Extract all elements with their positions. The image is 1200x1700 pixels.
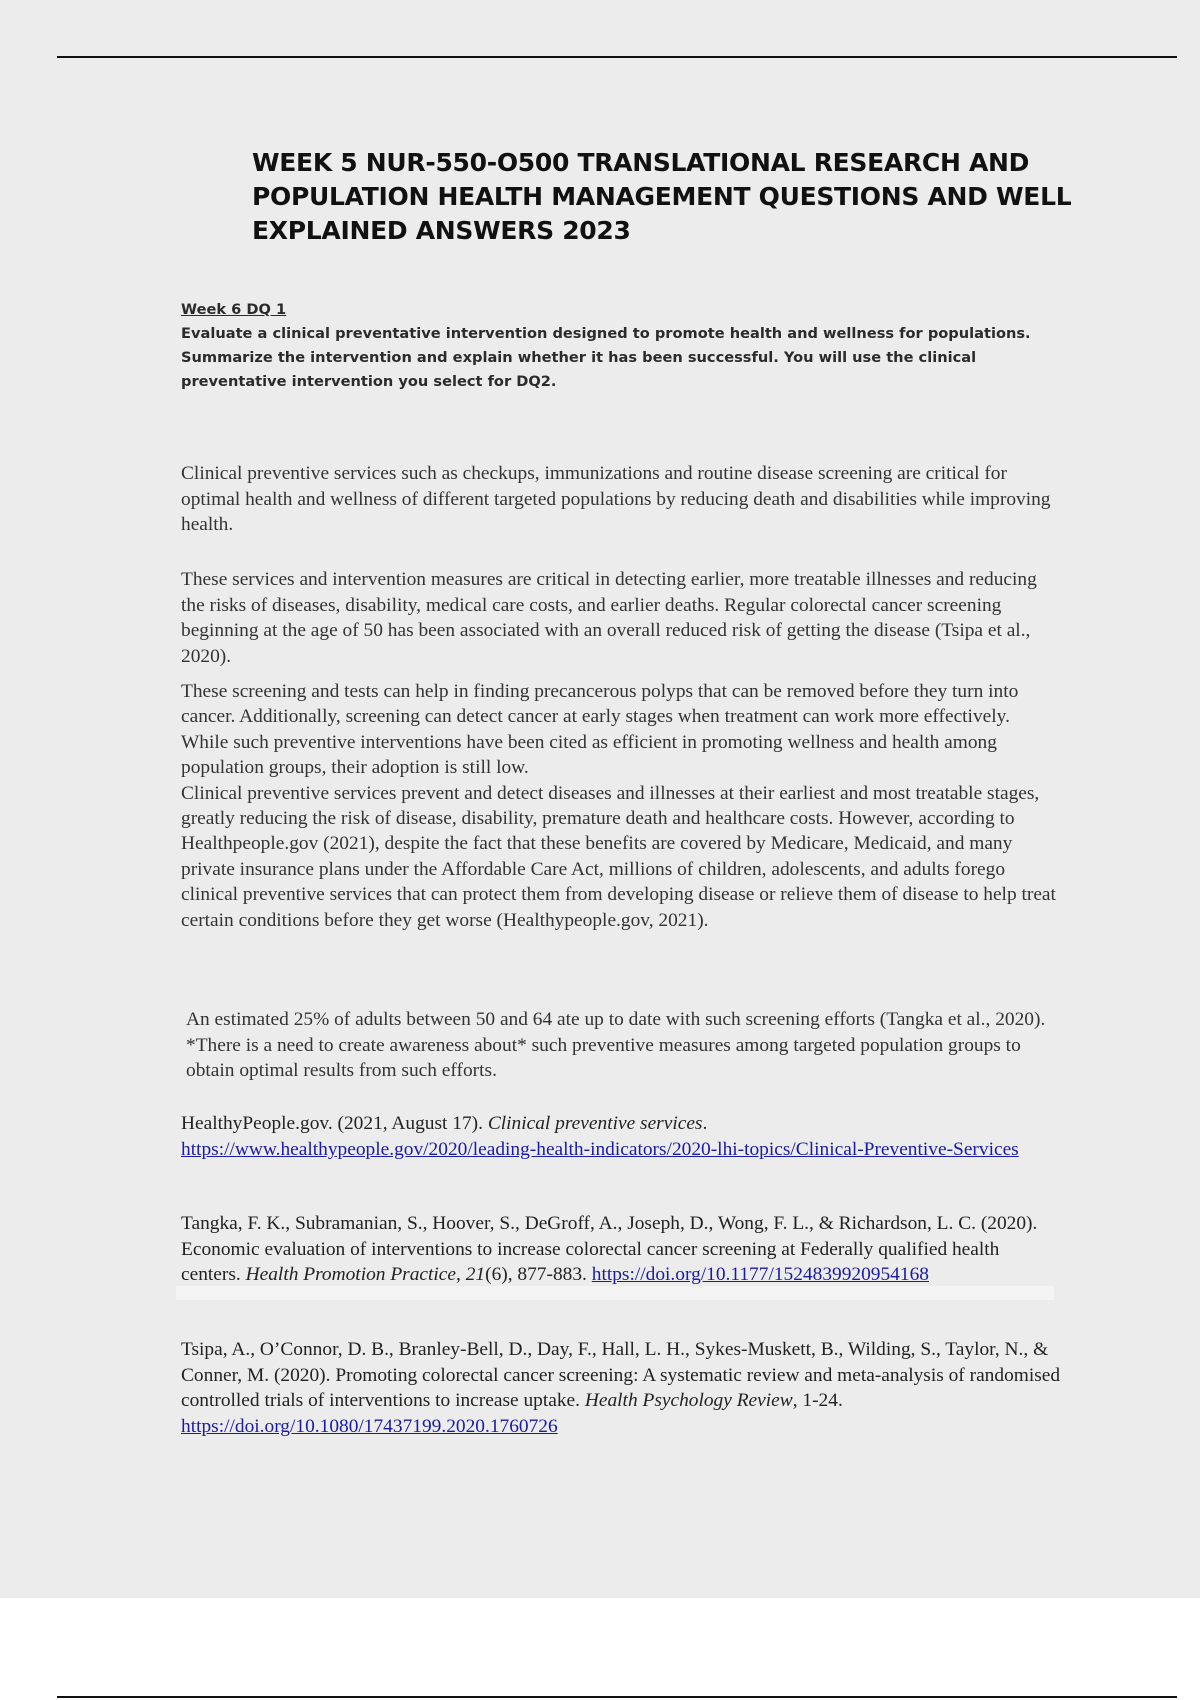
reference-1-link[interactable]: https://www.healthypeople.gov/2020/leading-health-indicators/2020-lhi-topics/Clinical-Preventive-Services bbox=[181, 1138, 1019, 1160]
paragraph-2: These services and intervention measures are critical in detecting earlier, more treatable illnesses and reducing the risks of diseases, disability, medical care costs, and earlier deaths. Regular colorectal cancer screening beginning at the age of 50 has been associated with an overall reduced risk of getting the disease (Tsipa et al., 2020). bbox=[181, 569, 1037, 667]
reference-3-authors: Tsipa, A., O’Connor, D. B., Branley-Bell, D., Day, F., Hall, L. H., Sykes-Muskett, B., Wilding, S., Taylor, N., & Conner, M. (2020). Promoting colorectal cancer screening: A systematic review and meta-analysis of randomised controlled trials of interventions to increase uptake. bbox=[181, 1339, 1061, 1412]
reference-2: Tangka, F. K., Subramanian, S., Hoover, S., DeGroff, A., Joseph, D., Wong, F. L., & Richardson, L. C. (2020). Economic evaluation of interventions to increase colorectal cancer screening at Federally qualified health centers. Health Promotion Practice, 21(6), 877-883. https://doi.org/10.1177/1524839920954168 bbox=[181, 1213, 1038, 1286]
question-prompt: Evaluate a clinical preventative intervention designed to promote health and wellness for populations. Summarize the intervention and explain whether it has been successful. You will use the clinical preventative intervention you select for DQ2. bbox=[181, 325, 1031, 390]
reference-2-journal: Health Promotion Practice bbox=[245, 1264, 457, 1286]
reference-2-link[interactable]: https://doi.org/10.1177/1524839920954168 bbox=[591, 1264, 929, 1286]
reference-1-period: . bbox=[702, 1113, 708, 1135]
top-rule bbox=[57, 56, 1177, 58]
paragraph-3a: These screening and tests can help in finding precancerous polyps that can be removed before they turn into cancer. Additionally, screening can detect cancer at early stages when treatment can work more effectively. While such preventive interventions have been cited as efficient in promoting wellness and health among population groups, their adoption is still low. bbox=[181, 681, 1019, 779]
paragraph-1: Clinical preventive services such as checkups, immunizations and routine disease screening are critical for optimal health and wellness of different targeted populations by reducing death and disabilities while improving health. bbox=[181, 463, 1051, 536]
paragraph-4: An estimated 25% of adults between 50 and 64 ate up to date with such screening efforts (Tangka et al., 2020). *There is a need to create awareness about* such preventive measures among targeted population groups to obtain optimal results from such efforts. bbox=[186, 1009, 1046, 1082]
paragraph-3b: Clinical preventive services prevent and detect diseases and illnesses at their earliest and most treatable stages, greatly reducing the risk of disease, disability, premature death and healthcare costs. However, according to Healthpeople.gov (2021), despite the fact that these benefits are covered by Medicare, Medicaid, and many private insurance plans under the Affordable Care Act, millions of children, adolescents, and adults forego clinical preventive services that can protect them from developing disease or relieve them of disease to help treat certain conditions before they get worse (Healthypeople.gov, 2021). bbox=[181, 782, 1056, 931]
document-title: WEEK 5 NUR-550-O500 TRANSLATIONAL RESEARCH AND POPULATION HEALTH MANAGEMENT QUESTIONS AND WELL EXPLAINED ANSWERS 2023 bbox=[252, 148, 1072, 245]
paragraph-3 bbox=[181, 679, 1061, 933]
question-block bbox=[181, 298, 1061, 394]
reference-1 bbox=[181, 1111, 1061, 1162]
question-label: Week 6 DQ 1 bbox=[181, 301, 287, 318]
reference-2-volume: 21 bbox=[465, 1264, 486, 1286]
reference-3-pages: , 1-24. bbox=[792, 1390, 843, 1412]
reference-3-link[interactable]: https://doi.org/10.1080/17437199.2020.1760726 bbox=[181, 1415, 558, 1437]
reference-3 bbox=[181, 1337, 1061, 1439]
reference-2-authors: Tangka, F. K., Subramanian, S., Hoover, S., DeGroff, A., Joseph, D., Wong, F. L., & Richardson, L. C. (2020). Economic evaluation of interventions to increase colorectal cancer screening at Federally qualified health centers. bbox=[181, 1213, 1038, 1286]
reference-2-issue-pages: (6), 877-883. bbox=[485, 1264, 587, 1286]
reference-1-authors: HealthyPeople.gov. (2021, August 17). bbox=[181, 1113, 483, 1135]
reference-3-journal: Health Psychology Review bbox=[584, 1390, 793, 1412]
bottom-rule bbox=[57, 1696, 1177, 1698]
reference-shade bbox=[176, 1286, 1054, 1300]
reference-1-title: Clinical preventive services bbox=[487, 1113, 703, 1135]
